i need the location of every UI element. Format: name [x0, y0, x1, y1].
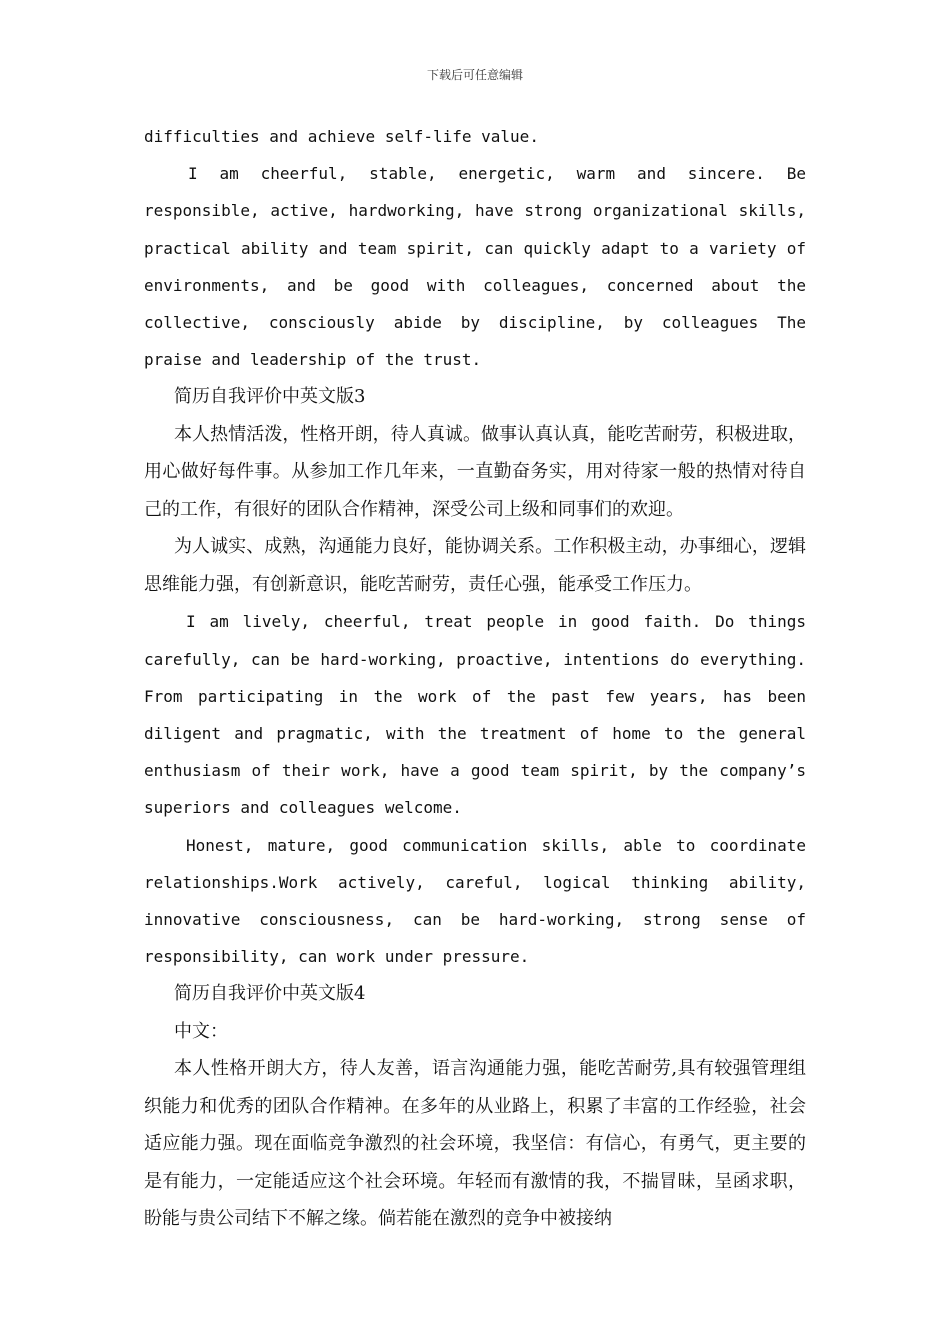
paragraph-english-3b: Honest, mature, good communication skills, able to coordinate relationships.Work actively, careful, logical thinking ability, innovative consciousness, can be hard-working, strong sense of responsibility, can work under pressure.: [144, 835, 806, 967]
paragraph-english-3a: I am lively, cheerful, treat people in good faith. Do things carefully, can be hard-working, proactive, intentions do everything. From participating in the work of the past few years, has been diligent and pragmatic, with the treatment of home to the general enthusiasm of their work, have a good team spirit, by the company’s superiors and colleagues welcome.: [144, 612, 806, 818]
section-heading-3: 简历自我评价中英文版3: [174, 386, 366, 408]
paragraph-self-evaluation-english-2: I am cheerful, stable, energetic, warm and sincere. Be responsible, active, hardworking, have strong organizational skills, practical ability and team spirit, can quickly adapt to a variety of environments, and be good with colleagues, concerned about the collective, consciously abide by discipline, by colleagues The praise and leadership of the trust.: [144, 164, 806, 370]
page-header: 下载后可任意编辑: [426, 68, 523, 82]
document-body: [144, 118, 806, 1238]
paragraph-continuation: difficulties and achieve self-life value.: [144, 127, 539, 146]
paragraph-chinese-4: 本人性格开朗大方，待人友善，语言沟通能力强，能吃苦耐劳,具有较强管理组织能力和优秀的团队合作精神。在多年的从业路上，积累了丰富的工作经验，社会适应能力强。现在面临竞争激烈的社会环境，我坚信：有信心，有勇气，更主要的是有能力，一定能适应这个社会环境。年轻而有激情的我，不揣冒昧，呈函求职，盼能与贵公司结下不解之缘。倘若能在激烈的竞争中被接纳: [144, 1058, 806, 1230]
paragraph-chinese-3a: 本人热情活泼，性格开朗，待人真诚。做事认真认真，能吃苦耐劳，积极进取，用心做好每件事。从参加工作几年来，一直勤奋务实，用对待家一般的热情对待自己的工作，有很好的团队合作精神，深受公司上级和同事们的欢迎。: [144, 423, 806, 520]
chinese-label: 中文：: [174, 1020, 228, 1042]
paragraph-chinese-3b: 为人诚实、成熟，沟通能力良好，能协调关系。工作积极主动，办事细心，逻辑思维能力强，有创新意识，能吃苦耐劳，责任心强，能承受工作压力。: [144, 536, 806, 595]
section-heading-4: 简历自我评价中英文版4: [174, 983, 366, 1005]
